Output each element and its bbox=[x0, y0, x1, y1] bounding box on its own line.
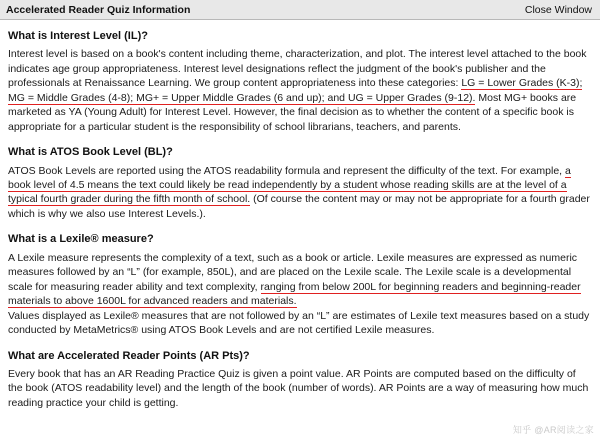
text-run: Most MG+ books are marketed as YA (Young Adult) for Interest Level. However, the final decision as to whether the content of a specific book is appropriate for a particular student is the responsibility of school librarians, teachers, and parents. bbox=[8, 91, 577, 133]
watermark bbox=[513, 423, 594, 436]
highlighted-text-run: ranging from below 200L for beginning readers and beginning-reader materials to above 1600L for advanced readers and materials. bbox=[8, 280, 581, 308]
page-title: Accelerated Reader Quiz Information bbox=[6, 3, 191, 16]
section-paragraph bbox=[8, 47, 592, 134]
section-paragraph: Every book that has an AR Reading Practice Quiz is given a point value. AR Points are computed based on the difficulty of the book (ATOS readability level) and the length of the book (number of words). AR Points are a way of measuring how much reading practice your child is getting. bbox=[8, 367, 589, 409]
text-run: Interest level is based on a book's content including theme, characterization, and plot. The interest level attached to the book indicates age group appropriateness. Interest level designations reflect the judgment of the book's publisher and the professionals at Renaissance Learning. We group content appropriateness into these categories: bbox=[8, 48, 587, 90]
highlighted-text-run: a book level of 4.5 means the text could likely be read independently by a student whose reading skills are at the level of a typical fourth grader during the fifth month of school. bbox=[8, 164, 571, 206]
text-run: ATOS Book Levels are reported using the ATOS readability formula and represent the difficulty of the text. For example, bbox=[8, 164, 565, 177]
document-content bbox=[0, 20, 600, 410]
window-titlebar bbox=[0, 0, 600, 20]
section-paragraph bbox=[8, 251, 592, 309]
section-atos-book-level bbox=[8, 145, 592, 221]
section-heading: What is ATOS Book Level (BL)? bbox=[8, 146, 173, 159]
section-paragraph bbox=[8, 164, 592, 222]
section-heading: What is a Lexile® measure? bbox=[8, 233, 154, 246]
text-run: (Of course the content may or may not be appropriate for a fourth grader which is why we also use Interest Levels.). bbox=[8, 193, 590, 220]
close-window-link[interactable]: Close Window bbox=[524, 3, 592, 16]
watermark-text: 知乎 @AR阅读之家 bbox=[512, 425, 594, 435]
section-paragraph: Values displayed as Lexile® measures that are not followed by an “L” are estimates of Lexile text measures based on a study conducted by MetaMetrics® using ATOS Book Levels and are not certified Lexile measures. bbox=[8, 309, 590, 337]
highlighted-text-run: LG = Lower Grades (K-3); MG = Middle Grades (4-8); MG+ = Upper Middle Grades (6 and up); and UG = Upper Grades (9-12). bbox=[8, 77, 583, 104]
section-heading: What are Accelerated Reader Points (AR Pts)? bbox=[8, 349, 250, 362]
section-interest-level bbox=[8, 29, 592, 134]
section-heading: What is Interest Level (IL)? bbox=[8, 30, 148, 42]
section-ar-points bbox=[8, 349, 592, 411]
section-lexile bbox=[8, 232, 592, 337]
text-run: A Lexile measure represents the complexity of a text, such as a book or article. Lexile measures are expressed as numeric measures followed by an “L” (for example, 850L), and are placed on the Lexile scale. The Lexile scale is a developmental scale for measuring reader ability and text complexity, bbox=[8, 251, 578, 293]
